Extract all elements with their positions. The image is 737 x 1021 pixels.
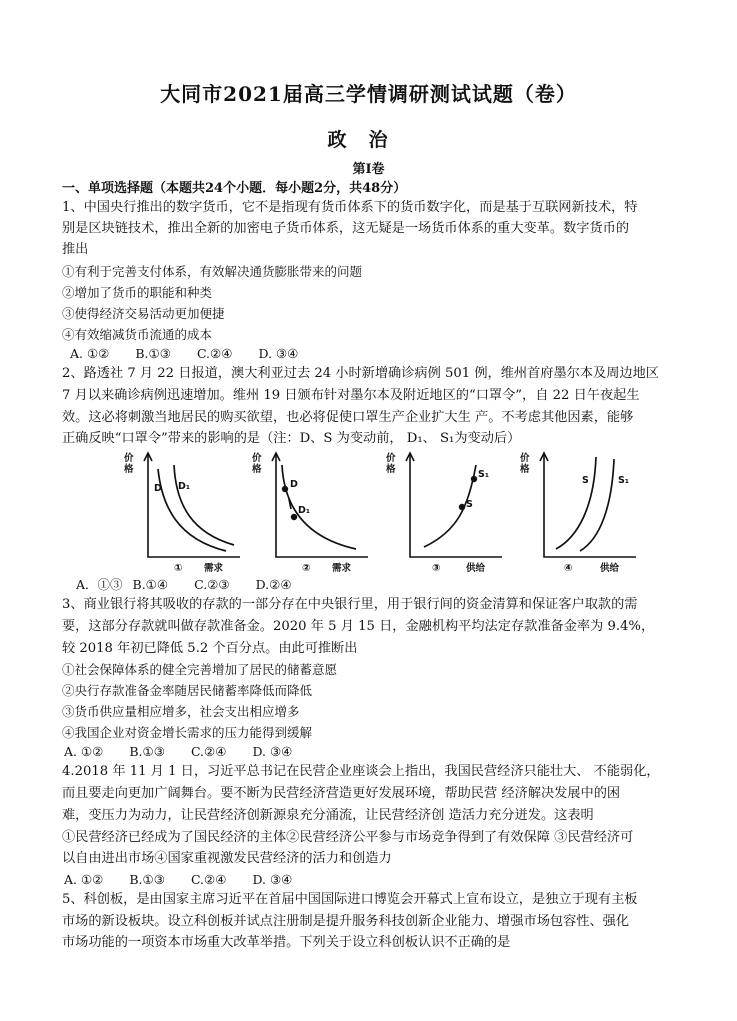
- q1-option: ③使得经济交易活动更加便捷: [62, 306, 225, 321]
- y-axis-label: [124, 452, 134, 475]
- q1-choices: [70, 346, 320, 361]
- y-axis-char: 价: [252, 453, 262, 464]
- curve-d1-label: D₁: [178, 481, 191, 492]
- q2-line: 7 月以来确诊病例迅速增加。维州 19 日颁布针对墨尔本及附近地区的“口罩令”，自 22 日午夜起生: [62, 388, 640, 403]
- curve-s1-label: S₁: [478, 469, 490, 480]
- q3-choices: [64, 744, 314, 759]
- x-axis-label: 需求: [332, 563, 352, 574]
- choice-b: B.①③: [129, 744, 165, 759]
- y-axis-char: 价: [386, 453, 396, 464]
- graph-number: ②: [302, 563, 311, 574]
- q4-choices: [64, 872, 314, 887]
- y-axis-label: [252, 452, 262, 475]
- choice-c: C.②③: [194, 577, 230, 592]
- q3-line: 要，这部分存款就叫做存款准备金。2020 年 5 月 15 日，金融机构平均法定存款准备金率为 9.4%，: [62, 619, 655, 634]
- q2-line: 效。这必将刺激当地居民的购买欲望，也必将促使口罩生产企业扩大生 产。不考虑其他因素，能够: [62, 410, 634, 425]
- y-axis-char: 格: [124, 464, 134, 475]
- choice-b: B.①③: [135, 346, 171, 361]
- choice-c: C.②④: [196, 346, 233, 361]
- x-axis-label: 供给: [466, 563, 486, 574]
- choice-a: A. ①②: [64, 872, 104, 887]
- q4-line: 以自由进出市场④国家重视激发民营经济的活力和创造力: [62, 851, 392, 866]
- q1-line: 推出: [62, 242, 89, 257]
- choice-b: B.①④: [132, 577, 169, 592]
- q4-line: 难，变压力为动力，让民营经济创新源泉充分涌流，让民营经济创 造活力充分迸发。这表明: [62, 808, 594, 823]
- q1-option: ②增加了货币的职能和种类: [62, 285, 213, 300]
- choice-c: C.②④: [190, 744, 227, 759]
- y-axis-label: [386, 452, 396, 475]
- subject-title: 政治: [327, 129, 410, 151]
- choice-d: D. ③④: [252, 872, 293, 887]
- supply-demand-graphs: [118, 447, 678, 575]
- curve-s1-label: S₁: [618, 475, 630, 486]
- x-axis-label: 需求: [204, 563, 224, 574]
- q2-line: 2、路透社 7 月 22 日报道，澳大利亚过去 24 小时新增确诊病例 501 例，维州首府墨尔本及周边地区: [62, 366, 659, 381]
- choice-b: B.①③: [129, 872, 165, 887]
- graph-1: [118, 447, 248, 575]
- q3-option: ②央行存款准备金率随居民储蓄率降低而降低: [62, 683, 313, 698]
- x-axis-label: 供给: [600, 563, 620, 574]
- q1-line: 别是区块链技术，推出全新的加密电子货币体系，这无疑是一场货币体系的重大变革。数字货币的: [62, 221, 630, 236]
- q3-option: ①社会保障体系的健全完善增加了居民的储蓄意愿: [62, 662, 338, 677]
- q5-line: 市场功能的一项资本市场重大改革举措。下列关于设立科创板认识不正确的是: [62, 935, 511, 950]
- choice-a: A. ①②: [70, 346, 110, 361]
- q1-option: ①有利于完善支付体系，有效解决通货膨胀带来的问题: [62, 264, 363, 279]
- graph-3: [380, 447, 510, 575]
- q5-line: 5、科创板，是由国家主席习近平在首届中国国际进口博览会开幕式上宣布设立，是独立于现有主板: [62, 892, 638, 907]
- q5-line: 市场的新设板块。设立科创板并试点注册制是提升服务科技创新企业能力、增强市场包容性、强化: [62, 914, 630, 929]
- curve-s-label: S: [582, 475, 589, 486]
- q3-line: 较 2018 年初已降低 5.2 个百分点。由此可推断出: [62, 641, 358, 656]
- section-heading: 一、单项选择题（本题共24个小题．每小题2分，共48分）: [62, 181, 407, 196]
- choice-c: C.②④: [190, 872, 227, 887]
- volume-label: 第Ⅰ卷: [352, 162, 385, 177]
- choice-d: D.②④: [255, 577, 292, 592]
- q3-option: ③货币供应量相应增多，社会支出相应增多: [62, 704, 300, 719]
- y-axis-char: 格: [252, 464, 262, 475]
- q4-line: ①民营经济已经成为了国民经济的主体②民营经济公平参与市场竞争得到了有效保障 ③民营经济可: [62, 830, 634, 845]
- q2-line: 正确反映“口罩令”带来的影响的是（注：D、S 为变动前， D₁、 S₁为变动后）: [62, 431, 521, 446]
- q1-option: ④有效缩减货币流通的成本: [62, 327, 213, 342]
- graph-2: [246, 447, 376, 575]
- y-axis-char: 格: [520, 464, 530, 475]
- curve-d1-label: D₁: [298, 505, 311, 516]
- y-axis-label: [520, 452, 530, 475]
- q4-line: 4.2018 年 11 月 1 日，习近平总书记在民营企业座谈会上指出，我国民营经济只能壮大、 不能弱化，: [62, 764, 660, 779]
- y-axis-char: 价: [520, 453, 530, 464]
- choice-d: D. ③④: [258, 346, 299, 361]
- curve-d-label: D: [154, 483, 162, 494]
- q1-line: 1、中国央行推出的数字货币，它不是指现有货币体系下的货币数字化，而是基于互联网新技术，特: [62, 200, 638, 215]
- q2-choices: [76, 575, 314, 593]
- q3-line: 3、商业银行将其吸收的存款的一部分存在中央银行里，用于银行间的资金清算和保证客户取款的需: [62, 597, 638, 612]
- y-axis-char: 格: [386, 464, 396, 475]
- curve-s-label: S: [466, 499, 473, 510]
- q4-line: 而且要走向更加广阔舞台。要不断为民营经济营造更好发展环境，帮助民营 经济解决发展中的困: [62, 786, 621, 801]
- graph-number: ④: [564, 563, 573, 574]
- q3-option: ④我国企业对资金增长需求的压力能得到缓解: [62, 725, 313, 740]
- graph-number: ①: [174, 563, 183, 574]
- curve-d-label: D: [290, 479, 298, 490]
- graph-4: [514, 447, 644, 575]
- graph-number: ③: [432, 563, 441, 574]
- exam-title: 大同市2021届高三学情调研测试试题（卷）: [160, 82, 577, 106]
- choice-a: A. ①②: [64, 744, 104, 759]
- choice-d: D. ③④: [252, 744, 293, 759]
- choice-a: A．①③: [76, 577, 123, 592]
- y-axis-char: 价: [124, 453, 134, 464]
